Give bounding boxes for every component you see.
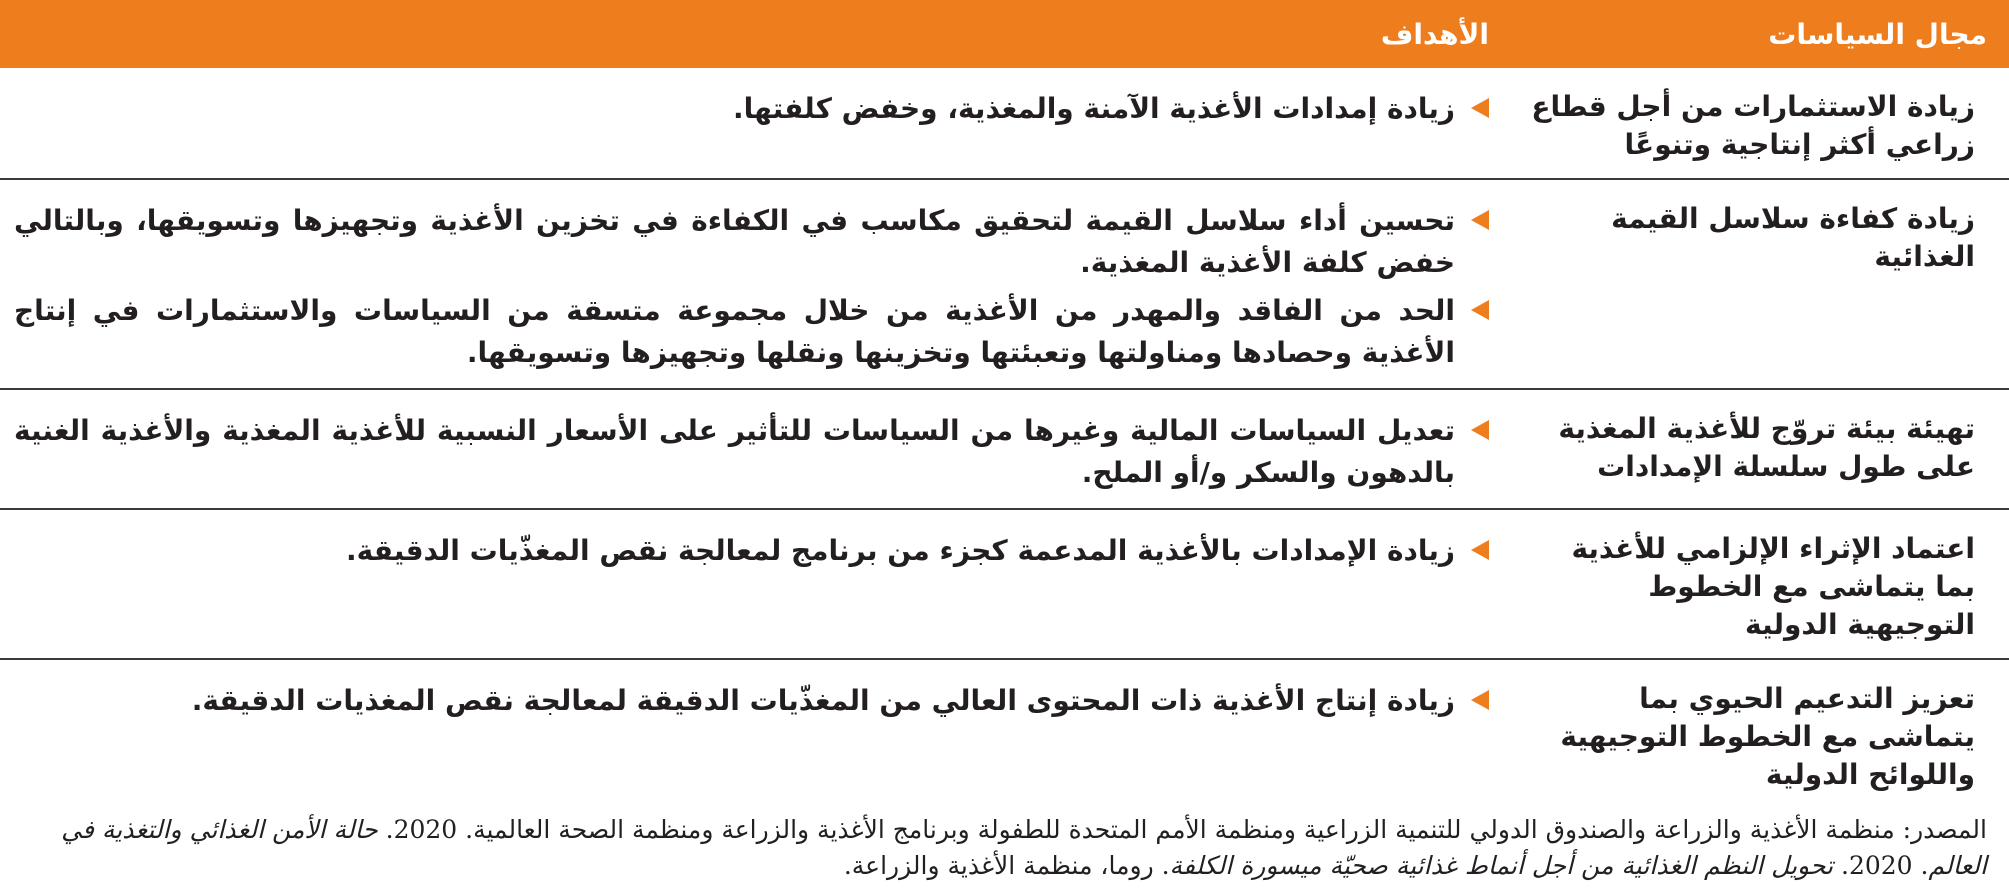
policy-area-cell: زيادة الاستثمارات من أجل قطاع زراعي أكثر إنتاجية وتنوعًا	[1511, 68, 2009, 179]
goals-cell	[0, 179, 1511, 389]
source-subtitle: تحويل النظم الغذائية من أجل أنماط غذائية صحيّة ميسورة الكلفة	[1169, 851, 1834, 880]
table-header-row	[0, 0, 2009, 68]
goals-cell	[0, 509, 1511, 659]
table-row	[0, 659, 2009, 808]
goals-cell	[0, 68, 1511, 179]
goal-item	[14, 290, 1511, 374]
goals-cell	[0, 389, 1511, 509]
bullet-arrow-icon	[1471, 300, 1489, 320]
goal-text: تحسين أداء سلاسل القيمة لتحقيق مكاسب في الكفاءة في تخزين الأغذية وتجهيزها وتسويقها، وبالتالي خفض كلفة الأغذية المغذية.	[14, 204, 1455, 279]
goal-text: زيادة إنتاج الأغذية ذات المحتوى العالي من المغذّيات الدقيقة لمعالجة نقص المغذيات الدقيقة.	[191, 684, 1455, 717]
header-policy-area: مجال السياسات	[1511, 0, 2009, 68]
bullet-arrow-icon	[1471, 210, 1489, 230]
table-row	[0, 509, 2009, 659]
source-tail: . روما، منظمة الأغذية والزراعة.	[843, 851, 1170, 880]
policy-area-cell: تهيئة بيئة تروّج للأغذية المغذية على طول سلسلة الإمدادات	[1511, 389, 2009, 509]
table-row	[0, 179, 2009, 389]
goal-text: زيادة الإمدادات بالأغذية المدعمة كجزء من برنامج لمعالجة نقص المغذّيات الدقيقة.	[346, 534, 1455, 567]
bullet-arrow-icon	[1471, 690, 1489, 710]
bullet-arrow-icon	[1471, 540, 1489, 560]
policy-area-cell: زيادة كفاءة سلاسل القيمة الغذائية	[1511, 179, 2009, 389]
source-year: . 2020.	[1841, 851, 1929, 880]
goal-item	[14, 410, 1511, 494]
source-note	[16, 812, 1987, 884]
table-row	[0, 68, 2009, 179]
goal-item	[14, 200, 1511, 284]
goal-text: تعديل السياسات المالية وغيرها من السياسات للتأثير على الأسعار النسبية للأغذية المغذية والأغذية الغنية بالدهون والسكر و/أو الملح.	[14, 414, 1455, 489]
goal-item	[14, 530, 1511, 572]
goal-text: زيادة إمدادات الأغذية الآمنة والمغذية، وخفض كلفتها.	[732, 92, 1455, 125]
goals-cell	[0, 659, 1511, 808]
bullet-arrow-icon	[1471, 98, 1489, 118]
goal-item	[14, 88, 1511, 130]
source-lead: المصدر: منظمة الأغذية والزراعة والصندوق الدولي للتنمية الزراعية ومنظمة الأمم المتحدة للطفولة وبرنامج الأغذية والزراعة ومنظمة الصحة العالمية. 2020.	[385, 815, 1987, 844]
policy-area-cell: اعتماد الإثراء الإلزامي للأغذية بما يتماشى مع الخطوط التوجيهية الدولية	[1511, 509, 2009, 659]
header-goals: الأهداف	[0, 0, 1511, 68]
table-row	[0, 389, 2009, 509]
goal-text: الحد من الفاقد والمهدر من الأغذية من خلال مجموعة متسقة من السياسات والاستثمارات في إنتاج الأغذية وحصادها ومناولتها وتعبئتها وتخزينها ونقلها وتجهيزها وتسويقها.	[14, 294, 1455, 369]
source-report-title: حالة الأمن الغذائي والتغذية في العالم	[61, 815, 1987, 880]
goal-item	[14, 680, 1511, 722]
policy-area-cell: تعزيز التدعيم الحيوي بما يتماشى مع الخطوط التوجيهية واللوائح الدولية	[1560, 682, 1975, 791]
bullet-arrow-icon	[1471, 420, 1489, 440]
